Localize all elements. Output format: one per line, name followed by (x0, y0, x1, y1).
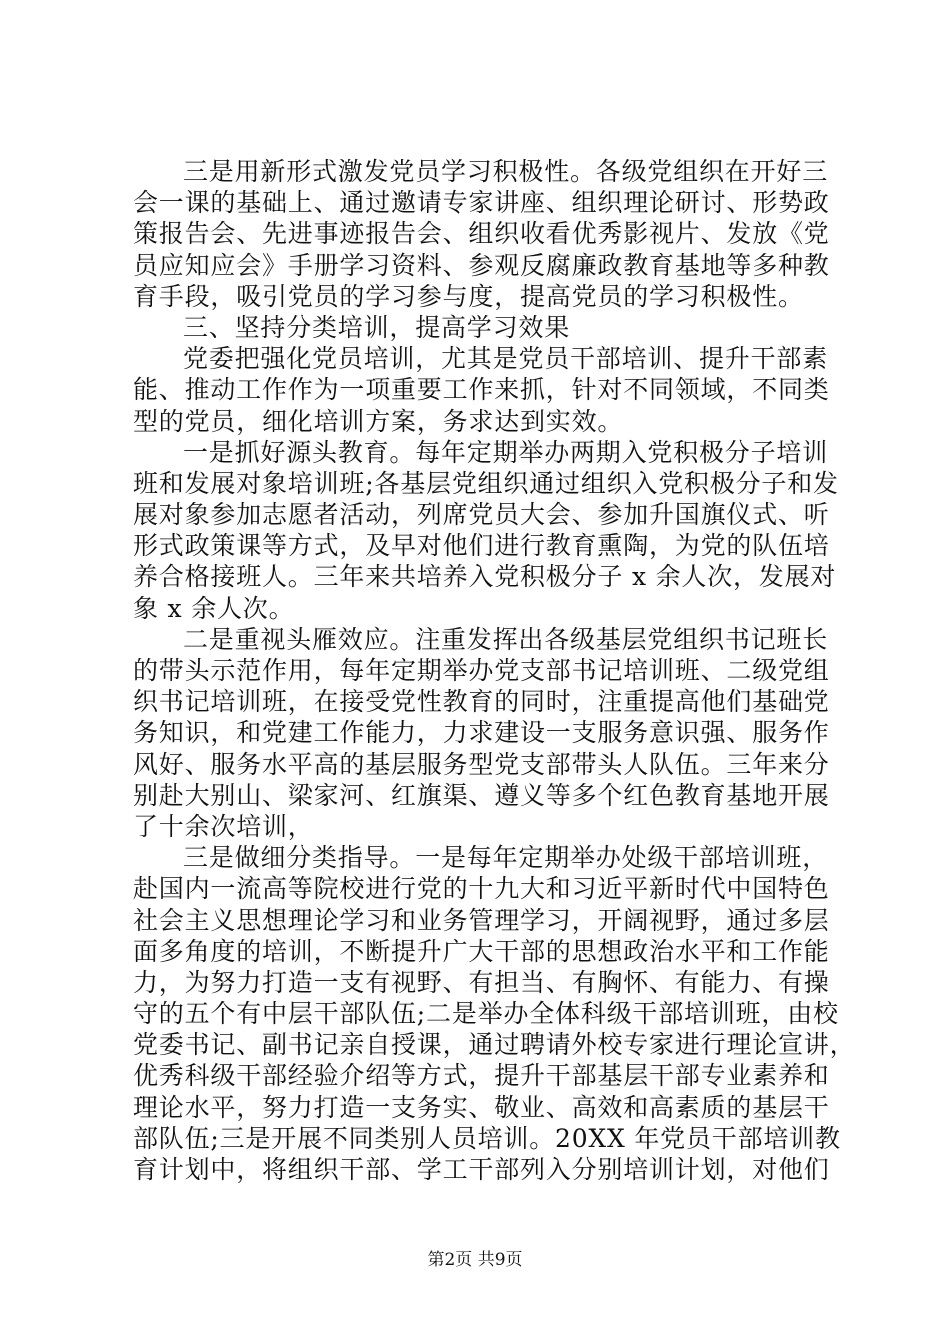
paragraph-line: 的带头示范作用，每年定期举办党支部书记培训班、二级党组 (133, 656, 830, 685)
paragraph-line: 部队伍;三是开展不同类别人员培训。20XX 年党员干部培训教 (133, 1123, 841, 1153)
paragraph-line: 会一课的基础上、通过邀请专家讲座、组织理论研讨、形势政 (133, 188, 830, 218)
paragraph-line: 二是重视头雁效应。注重发挥出各级基层党组织书记班长 (183, 624, 829, 654)
paragraph-line: 织书记培训班，在接受党性教育的同时，注重提高他们基础党 (133, 687, 830, 717)
paragraph-line: 理论水平，努力打造一支务实、敬业、高效和高素质的基层干 (133, 1092, 830, 1122)
paragraph-line: 形式政策课等方式，及早对他们进行教育熏陶，为党的队伍培 (133, 531, 830, 561)
paragraph-line: 力，为努力打造一支有视野、有担当、有胸怀、有能力、有操 (133, 967, 830, 997)
paragraph-line: 班和发展对象培训班;各基层党组织通过组织入党积极分子和发 (133, 468, 839, 498)
paragraph-line: 三是用新形式激发党员学习积极性。各级党组织在开好三 (183, 157, 829, 186)
paragraph-line: 展对象参加志愿者活动，列席党员大会、参加升国旗仪式、听 (133, 500, 830, 530)
paragraph-line: 象 x 余人次。 (133, 593, 295, 623)
paragraph-line: 养合格接班人。三年来共培养入党积极分子 x 余人次，发展对 (133, 562, 837, 592)
paragraph-line: 党委书记、副书记亲自授课，通过聘请外校专家进行理论宣讲， (133, 1030, 856, 1060)
paragraph-line: 面多角度的培训，不断提升广大干部的思想政治水平和工作能 (133, 936, 830, 966)
paragraph-line: 守的五个有中层干部队伍;二是举办全体科级干部培训班，由校 (133, 999, 839, 1029)
paragraph-line: 一是抓好源头教育。每年定期举办两期入党积极分子培训 (183, 437, 829, 467)
paragraph-line: 务知识，和党建工作能力，力求建设一支服务意识强、服务作 (133, 718, 830, 748)
paragraph-line: 优秀科级干部经验介绍等方式，提升干部基层干部专业素养和 (133, 1061, 830, 1091)
paragraph-line: 别赴大别山、梁家河、红旗渠、遵义等多个红色教育基地开展 (133, 780, 830, 810)
paragraph-line: 策报告会、先进事迹报告会、组织收看优秀影视片、发放《党 (133, 219, 830, 249)
document-body (133, 156, 856, 1185)
paragraph-line: 党委把强化党员培训，尤其是党员干部培训、提升干部素 (183, 344, 829, 374)
paragraph-line: 型的党员，细化培训方案，务求达到实效。 (133, 406, 624, 436)
paragraph-line: 赴国内一流高等院校进行党的十九大和习近平新时代中国特色 (133, 874, 830, 904)
section-heading: 三、坚持分类培训，提高学习效果 (183, 312, 571, 342)
paragraph-line: 员应知应会》手册学习资料、参观反腐廉政教育基地等多种教 (133, 250, 830, 280)
paragraph-line: 育计划中，将组织干部、学工干部列入分别培训计划，对他们 (133, 1155, 830, 1184)
page-number-footer: 第2页 共9页 (427, 1250, 523, 1270)
paragraph-line: 三是做细分类指导。一是每年定期举办处级干部培训班， (183, 843, 829, 873)
paragraph-line: 社会主义思想理论学习和业务管理学习，开阔视野，通过多层 (133, 905, 830, 935)
paragraph-line: 育手段，吸引党员的学习参与度，提高党员的学习积极性。 (133, 281, 804, 311)
paragraph-line: 能、推动工作作为一项重要工作来抓，针对不同领域，不同类 (133, 375, 830, 405)
paragraph-line: 了十余次培训， (133, 811, 314, 841)
paragraph-line: 风好、服务水平高的基层服务型党支部带头人队伍。三年来分 (133, 749, 830, 779)
